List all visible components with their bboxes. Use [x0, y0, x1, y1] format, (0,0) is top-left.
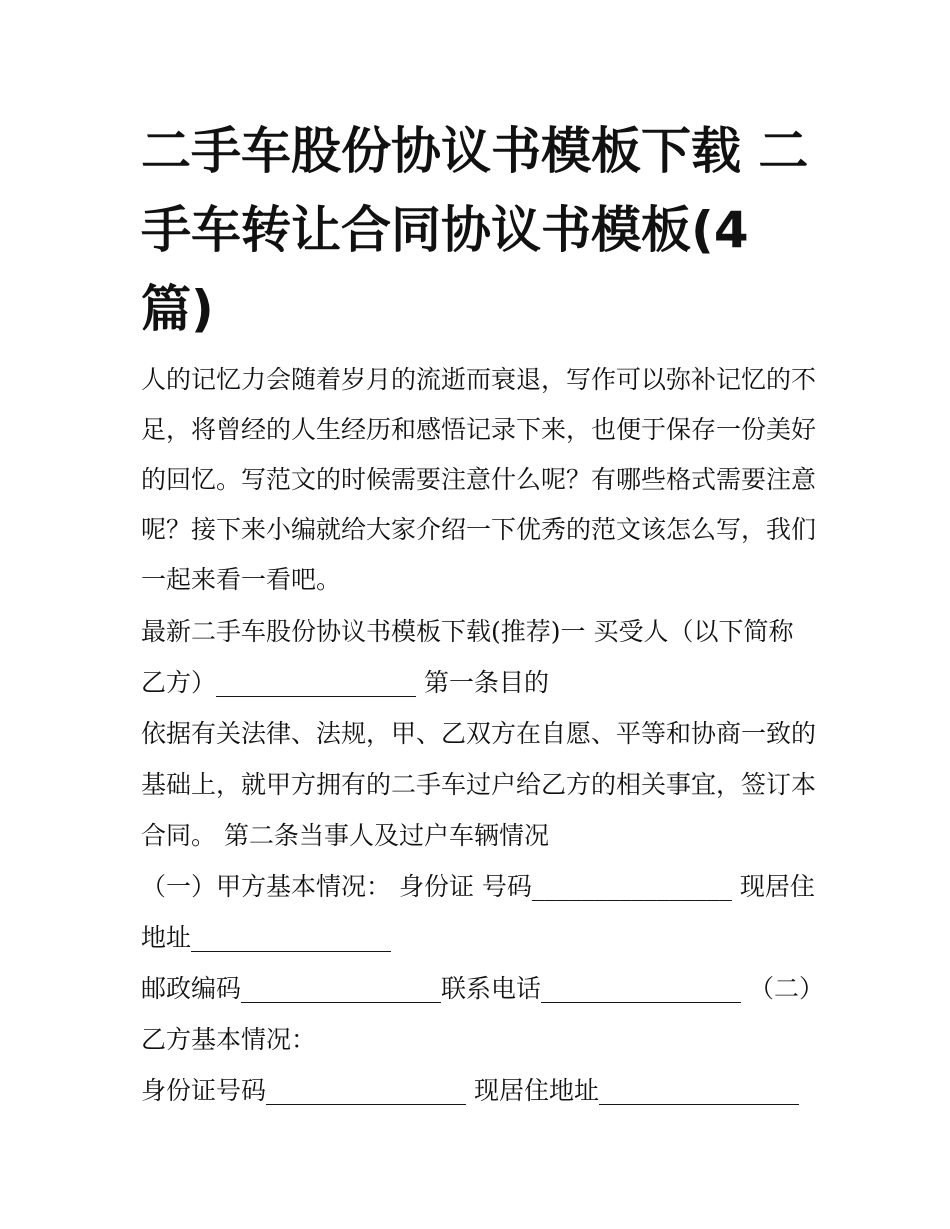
contract-heading-line: 最新二手车股份协议书模板下载(推荐)一 买受人（以下简称	[141, 617, 794, 646]
article-two-line: 合同。 第二条当事人及过户车辆情况	[141, 821, 549, 850]
party-b-id-address-line: 身份证号码________________ 现居住地址________________	[141, 1076, 799, 1105]
document-title: 二手车股份协议书模板下载 二手车转让合同协议书模板(4篇)	[141, 122, 809, 338]
buyer-line: 乙方）________________ 第一条目的	[141, 668, 549, 697]
party-b-heading-line: 乙方基本情况：	[141, 1025, 317, 1054]
postcode-phone-line: 邮政编码________________联系电话________________ （二）	[141, 974, 824, 1003]
party-a-address-line: 地址________________	[141, 923, 392, 952]
purpose-line-2: 基础上，就甲方拥有的二手车过户给乙方的相关事宜，签订本	[141, 770, 817, 799]
intro-line-1: 人的记忆力会随着岁月的流逝而衰退，写作可以弥补记忆的不	[141, 365, 817, 394]
party-a-info-line: （一）甲方基本情况： 身份证 号码________________ 现居住	[141, 872, 815, 901]
intro-line-2: 足，将曾经的人生经历和感悟记录下来，也便于保存一份美好	[141, 415, 817, 444]
purpose-line-1: 依据有关法律、法规，甲、乙双方在自愿、平等和协商一致的	[141, 719, 817, 748]
intro-line-5: 一起来看一看吧。	[141, 565, 342, 594]
intro-line-3: 的回忆。写范文的时候需要注意什么呢？有哪些格式需要注意	[141, 465, 817, 494]
intro-line-4: 呢？接下来小编就给大家介绍一下优秀的范文该怎么写，我们	[141, 515, 817, 544]
